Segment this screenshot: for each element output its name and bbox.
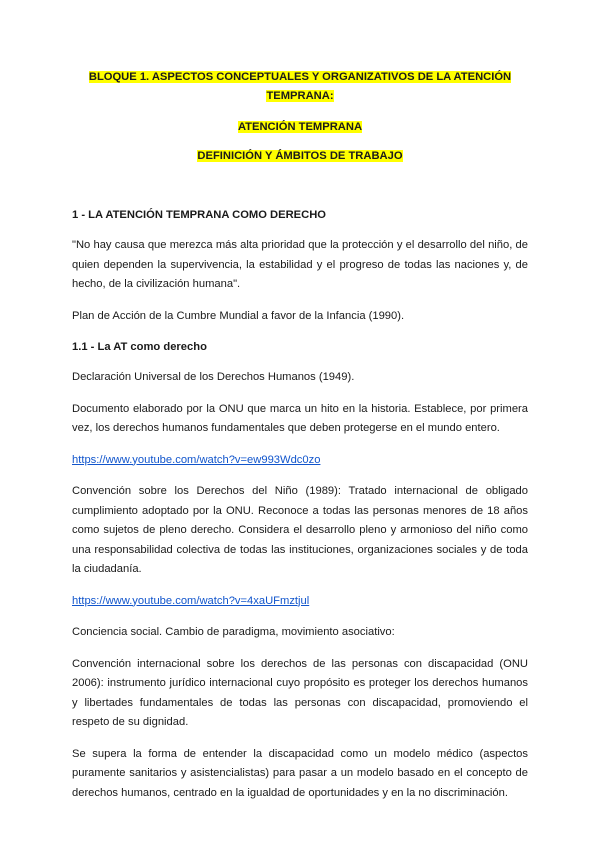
section-1-title: 1 - LA ATENCIÓN TEMPRANA COMO DERECHO (72, 209, 326, 221)
subtitle-1-wrapper (72, 118, 528, 137)
youtube-link-2[interactable]: https://www.youtube.com/watch?v=4xaUFmztjul (72, 594, 310, 607)
subtitle-definicion-ambitos: DEFINICIÓN Y ÁMBITOS DE TRABAJO (197, 150, 403, 162)
subtitle-atencion-temprana: ATENCIÓN TEMPRANA (237, 121, 363, 133)
section-1-quote-source: Plan de Acción de la Cumbre Mundial a favor de la Infancia (1990). (72, 309, 405, 322)
block-title-wrapper (72, 68, 528, 106)
convention-child-paragraph: Convención sobre los Derechos del Niño (1989): Tratado internacional de obligado cumplimiento adoptado por la ONU. Reconoce a todas las personas menores de 18 años como sujetos de pleno derecho. Considera el desarrollo pleno y armonioso del niño como una responsabilidad colectiva de todas las instituciones, organizaciones sociales y de toda la ciudadanía. (72, 485, 528, 575)
subtitle-2-wrapper (72, 147, 528, 166)
youtube-link-1[interactable]: https://www.youtube.com/watch?v=ew993Wdc0zo (72, 453, 321, 466)
paradigm-shift-paragraph: Se supera la forma de entender la discapacidad como un modelo médico (aspectos puramente sanitarios y asistencialistas) para pasar a un modelo basado en el concepto de derechos humanos, centrado en la igualdad de oportunidades y en la no discriminación. (72, 747, 528, 799)
block-title: BLOQUE 1. ASPECTOS CONCEPTUALES Y ORGANIZATIVOS DE LA ATENCIÓN TEMPRANA: (88, 71, 512, 102)
social-awareness-paragraph: Conciencia social. Cambio de paradigma, movimiento asociativo: (72, 626, 395, 638)
convention-disability-paragraph: Convención internacional sobre los derechos de las personas con discapacidad (ONU 2006): instrumento jurídico internacional cuyo propósito es proteger los derechos humanos y libertades fundamentales de todas las personas con discapacidad, promoviendo el respeto de su dignidad. (72, 657, 528, 728)
section-1-1-title: 1.1 - La AT como derecho (72, 341, 207, 353)
link-2-paragraph (72, 592, 528, 612)
declaration-description: Documento elaborado por la ONU que marca un hito en la historia. Establece, por primera vez, los derechos humanos fundamentales que deben protegerse en el mundo entero. (72, 402, 528, 434)
link-1-paragraph (72, 451, 528, 471)
section-1-quote: "No hay causa que merezca más alta prioridad que la protección y el desarrollo del niño, de quien dependen la supervivencia, la estabilidad y el progreso de todas las naciones y, de hecho, de la civilización humana". (72, 239, 528, 290)
declaration-paragraph: Declaración Universal de los Derechos Humanos (1949). (72, 371, 355, 383)
